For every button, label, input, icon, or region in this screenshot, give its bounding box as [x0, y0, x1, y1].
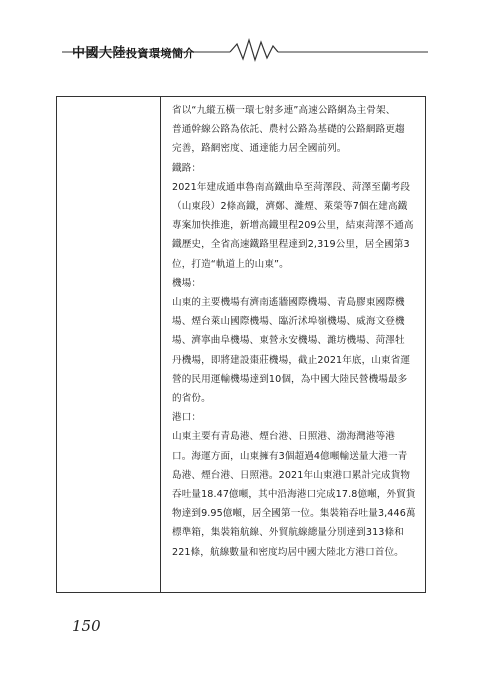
text-line: 物達到9.95億噸，居全國第一位。集裝箱吞吐量3,446萬 [172, 508, 416, 520]
text-line: 場、煙台萊山國際機場、臨沂沭埠嶺機場、威海文登機 [172, 316, 405, 328]
text-line: 口。海運方面，山東擁有3個超過4億噸輸送量大港一青 [172, 450, 408, 462]
text-line: 專案加快推進，新增高鐵里程209公里，結束菏澤不通高 [172, 220, 414, 232]
text-line: 完善，路網密度、通達能力居全國前列。 [172, 143, 347, 155]
text-line: 省以“九縱五橫一環七射多連”高速公路網為主骨架、 [172, 105, 396, 116]
running-header [62, 34, 428, 62]
content-table [56, 96, 426, 593]
text-line: 山東的主要機場有濟南遙牆國際機場、青島膠東國際機 [172, 297, 405, 309]
text-line: 的省份。 [172, 393, 211, 405]
header-title-sub: 投資環境簡介 [126, 47, 196, 60]
text-line: 營的民用運輸機場達到10個，為中國大陸民營機場最多 [172, 373, 408, 385]
text-line: 普通幹線公路為依託、農村公路為基礎的公路網路更趨 [172, 124, 405, 136]
text-line: 吞吐量18.47億噸，其中沿海港口完成17.8億噸，外貿貨 [172, 489, 416, 501]
text-line: 221條，航線數量和密度均居中國大陸北方港口首位。 [172, 546, 404, 558]
text-line: 山東主要有青島港、煙台港、日照港、渤海灣港等港 [172, 431, 395, 443]
page-number: 150 [72, 617, 101, 635]
text-line: 位，打造“軌道上的山東”。 [172, 258, 289, 270]
table-text-cell [172, 101, 420, 562]
column-divider [160, 97, 161, 592]
text-line: 島港、煙台港、日照港。2021年山東港口累計完成貨物 [172, 469, 411, 481]
section-heading-port: 港口： [172, 412, 202, 424]
section-heading-airport: 機場： [172, 277, 202, 289]
text-line: 鐵歷史，全省高速鐵路里程達到2,319公里，居全國第3 [172, 239, 410, 251]
text-line: 2021年建成通車魯南高鐵曲阜至菏澤段、菏澤至蘭考段 [172, 181, 411, 193]
section-heading-railway: 鐵路： [172, 162, 202, 174]
header-wave-line [62, 34, 428, 62]
text-line: 標準箱，集裝箱航線、外貿航線總量分別達到313條和 [172, 527, 404, 539]
text-line: 場、濟寧曲阜機場、東營永安機場、濰坊機場、菏澤牡 [172, 335, 405, 347]
text-line: （山東段）2條高鐵，濟鄭、濰煙、萊榮等7個在建高鐵 [172, 201, 408, 213]
text-line: 丹機場，即將建設棗莊機場，截止2021年底，山東省運 [172, 354, 411, 366]
header-title-main: 中國大陸 [72, 46, 127, 61]
